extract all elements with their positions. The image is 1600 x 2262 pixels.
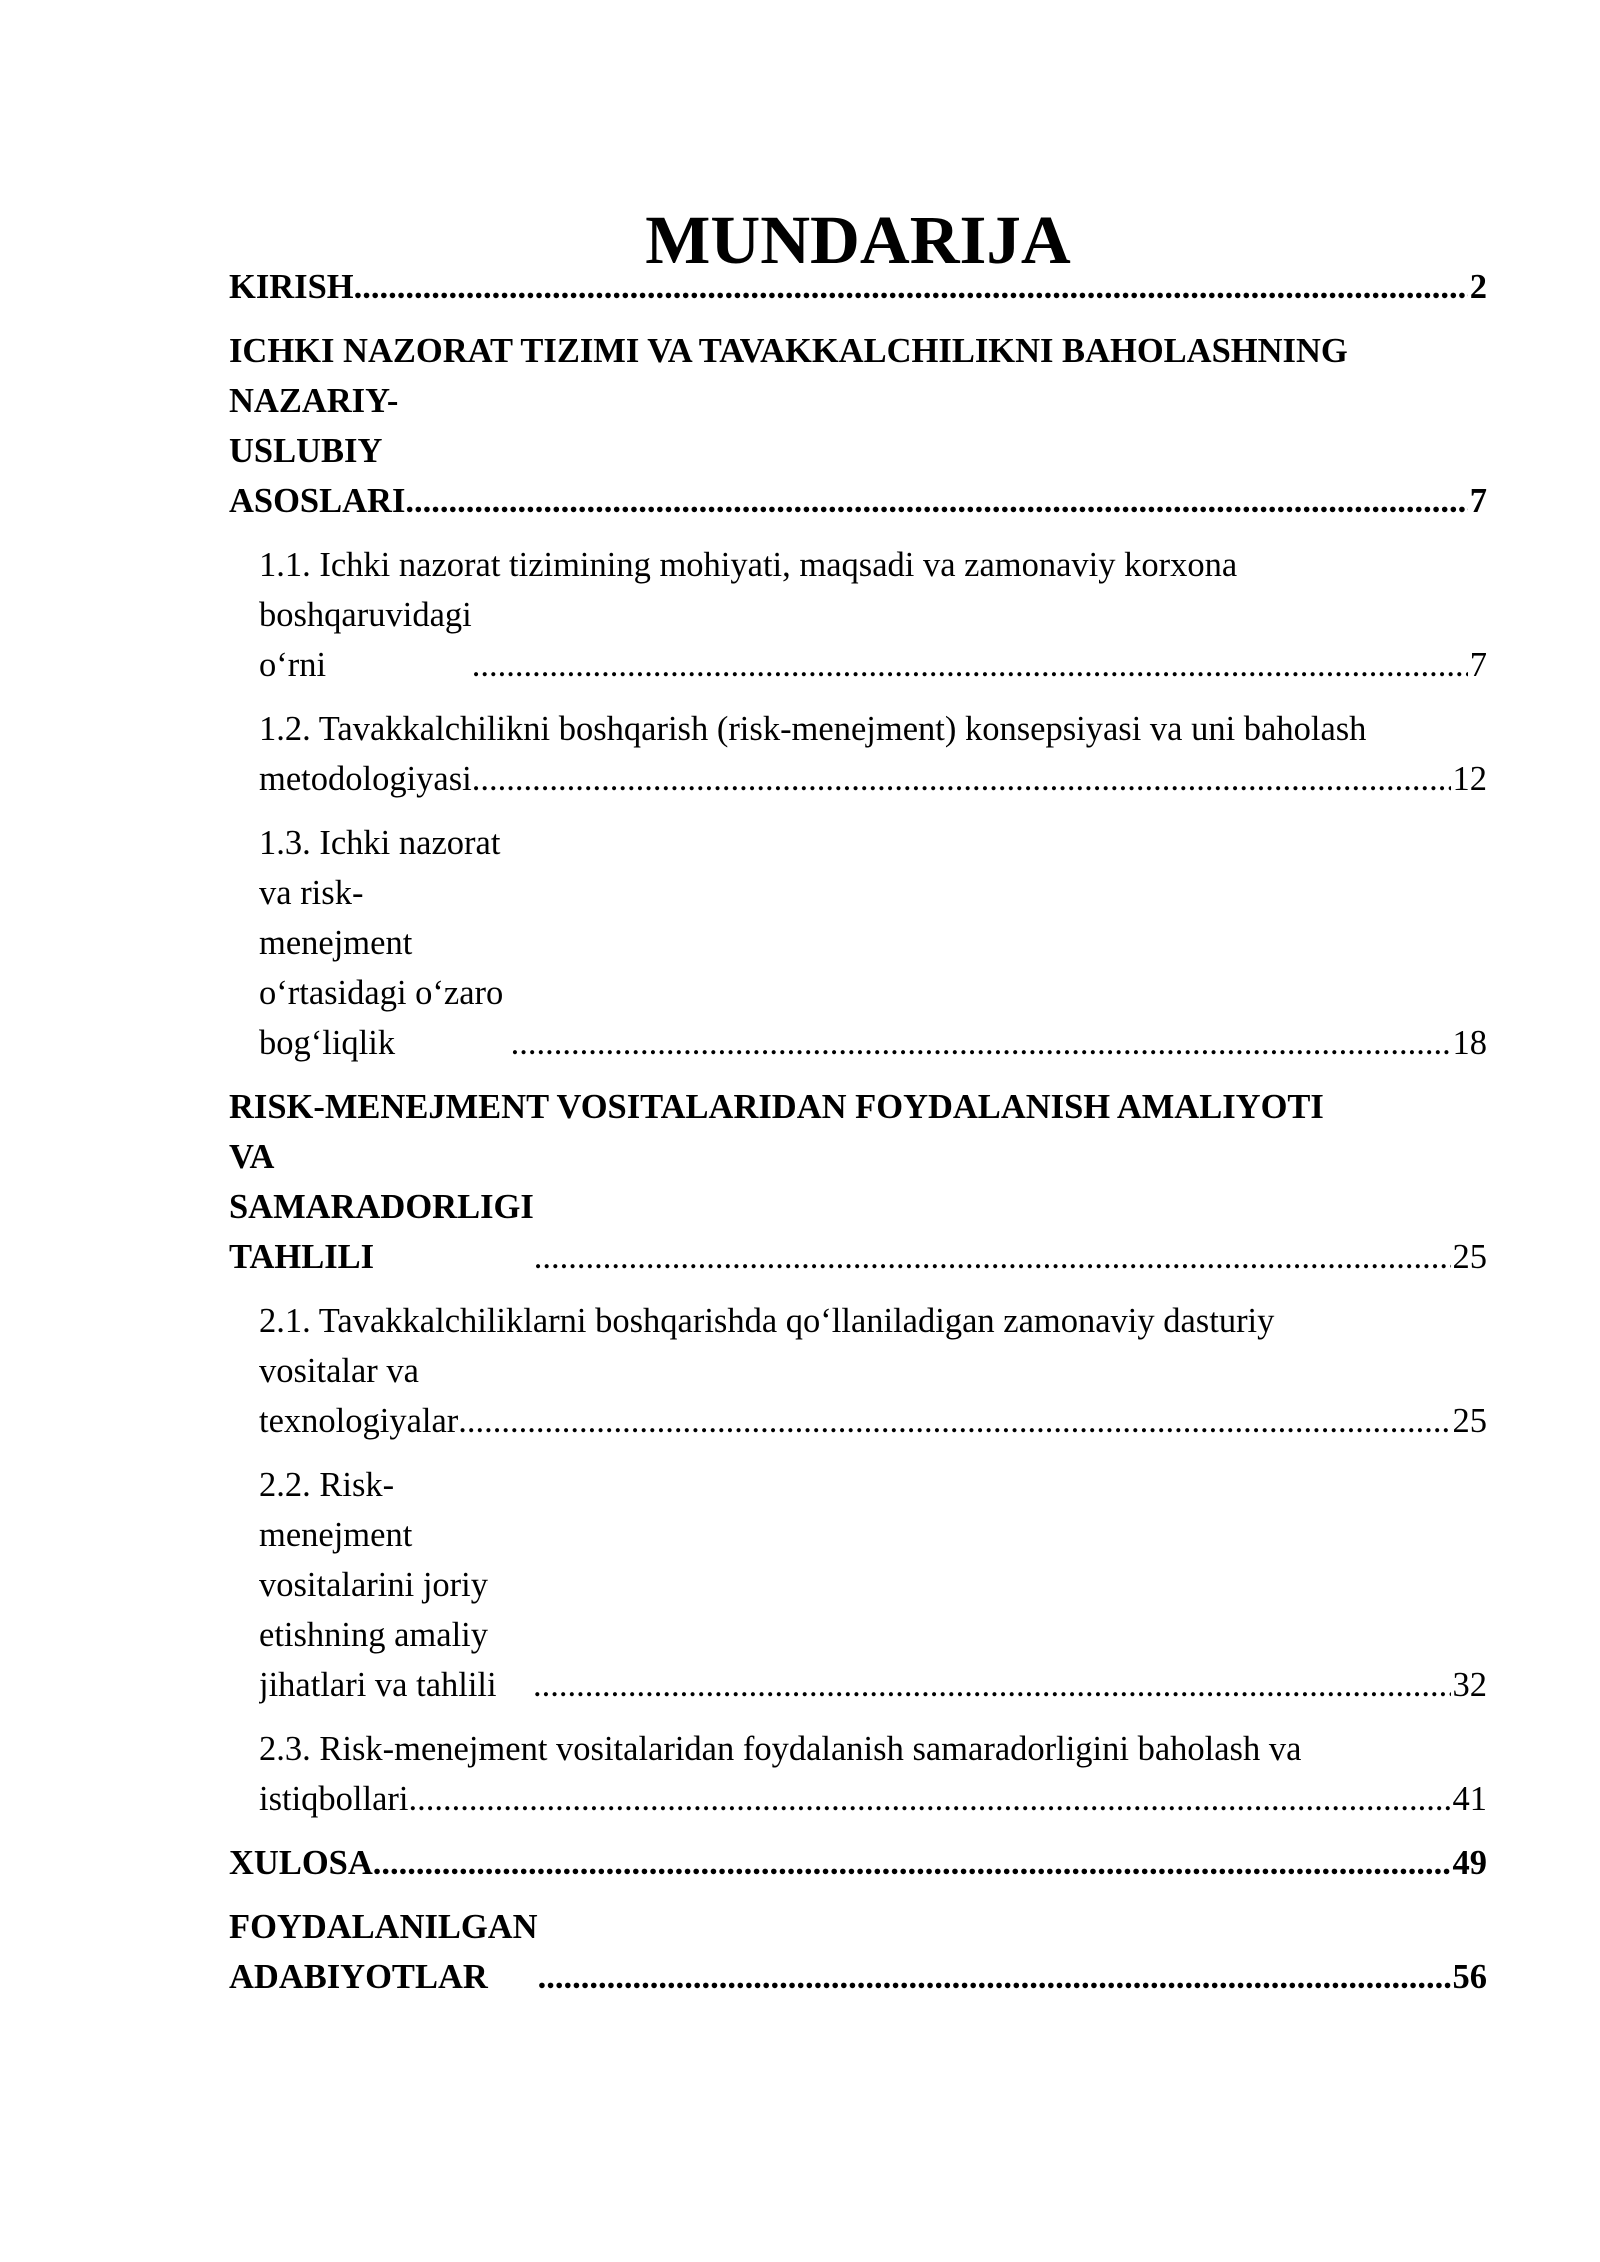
toc-entry-text-line-1: 1.1. Ichki nazorat tizimining mohiyati, maqsadi va zamonaviy korxona xyxy=(259,546,1238,584)
toc-entry-text-line-2: metodologiyasi xyxy=(259,760,472,798)
toc-entry-text-line-2: VA SAMARADORLIGI TAHLILI xyxy=(229,1138,534,1276)
toc-entry-text: 1.3. Ichki nazorat va risk-menejment o‘rtasidagi o‘zaro bog‘liqlik xyxy=(259,824,504,1062)
toc-entry-text: KIRISH xyxy=(229,268,354,306)
toc-entry-text-line-1: 2.1. Tavakkalchiliklarni boshqarishda qo‘llaniladigan zamonaviy dasturiy xyxy=(259,1302,1275,1340)
toc-page-number: 7 xyxy=(1469,646,1487,684)
toc-entry-text-line-2: vositalar va texnologiyalar xyxy=(259,1352,459,1440)
toc-entry-text-line-2: boshqaruvidagi o‘rni xyxy=(259,596,472,684)
dot-leader xyxy=(472,754,1451,804)
toc-entry-kirish[interactable] xyxy=(229,262,1487,312)
toc-entry-chapter-1[interactable] xyxy=(229,326,1487,526)
dot-leader xyxy=(538,1952,1451,2002)
toc-title: MUNDARIJA xyxy=(645,202,1071,278)
dot-leader xyxy=(405,476,1467,526)
toc-entry-text-line-1: 2.3. Risk-menejment vositalaridan foydalanish samaradorligini baholash va xyxy=(259,1730,1302,1768)
toc-entry-section-2-1[interactable] xyxy=(259,1296,1487,1446)
toc-entry-text: 2.2. Risk-menejment vositalarini joriy etishning amaliy jihatlari va tahlili xyxy=(259,1466,497,1704)
toc-page-number: 2 xyxy=(1469,268,1487,306)
dot-leader xyxy=(373,1838,1451,1888)
toc-page-number: 32 xyxy=(1452,1666,1487,1704)
toc-page-number: 18 xyxy=(1452,1024,1487,1062)
toc-entry-text: FOYDALANILGAN ADABIYOTLAR xyxy=(229,1908,538,1996)
dot-leader xyxy=(472,640,1468,690)
toc-page-number: 7 xyxy=(1469,482,1487,520)
toc-page-number: 25 xyxy=(1452,1238,1487,1276)
dot-leader xyxy=(511,1018,1451,1068)
toc-entry-section-1-3[interactable] xyxy=(259,818,1487,1068)
dot-leader xyxy=(354,262,1468,312)
toc-page-number: 12 xyxy=(1452,760,1487,798)
dot-leader xyxy=(458,1396,1450,1446)
toc-entry-xulosa[interactable] xyxy=(229,1838,1487,1888)
toc-entry-section-1-1[interactable] xyxy=(259,540,1487,690)
toc-page-number: 49 xyxy=(1452,1844,1487,1882)
toc-page-number: 41 xyxy=(1452,1780,1487,1818)
toc-entry-text-line-1: RISK-MENEJMENT VOSITALARIDAN FOYDALANISH AMALIYOTI xyxy=(229,1088,1324,1126)
dot-leader xyxy=(533,1660,1450,1710)
toc-entry-section-1-2[interactable] xyxy=(259,704,1487,804)
toc-entry-section-2-2[interactable] xyxy=(259,1460,1487,1710)
toc-entry-chapter-2[interactable] xyxy=(229,1082,1487,1282)
dot-leader xyxy=(409,1774,1451,1824)
toc-entry-section-2-3[interactable] xyxy=(259,1724,1487,1824)
toc-entry-text-line-2: istiqbollari xyxy=(259,1780,409,1818)
table-of-contents xyxy=(229,202,1487,2002)
dot-leader xyxy=(534,1232,1451,1282)
toc-page-number: 25 xyxy=(1452,1402,1487,1440)
toc-entry-text-line-1: ICHKI NAZORAT TIZIMI VA TAVAKKALCHILIKNI BAHOLASHNING xyxy=(229,332,1348,370)
toc-entry-text: XULOSA xyxy=(229,1844,373,1882)
toc-entry-text-line-2: NAZARIY-USLUBIY ASOSLARI xyxy=(229,382,406,520)
toc-entry-foydalanilgan-adabiyotlar[interactable] xyxy=(229,1902,1487,2002)
toc-entry-text-line-1: 1.2. Tavakkalchilikni boshqarish (risk-menejment) konsepsiyasi va uni baholash xyxy=(259,710,1367,748)
toc-page-number: 56 xyxy=(1452,1958,1487,1996)
